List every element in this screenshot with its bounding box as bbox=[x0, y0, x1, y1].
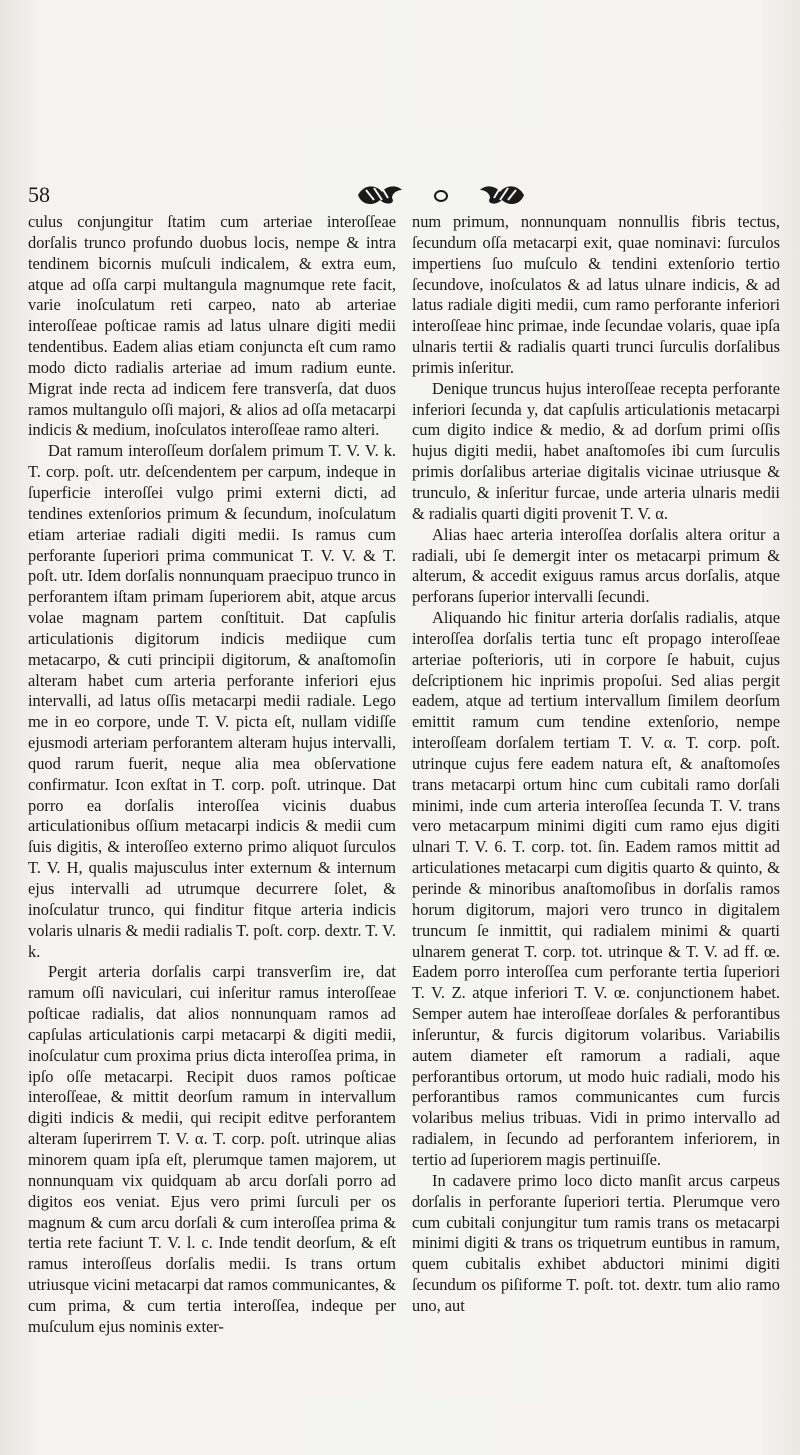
right-paragraph-1: num primum, nonnunquam nonnullis fibris tectus, ſecundum oſſa metacarpi exit, quae nominavi: ſurculos impertiens ſuo muſculo & tendini extenſorio tertio ſecundove, inoſculatos & ad latus ulnare indicis, & ad latus radiale digiti medii, cum ramo perforante inferiori interoſſeae hinc primae, inde ſecundae volaris, quae ipſa ulnaris tertii & radialis quarti trunci ſurculis dorſalibus primis inſeritur. bbox=[412, 212, 780, 377]
right-paragraph-2: Denique truncus hujus interoſſeae recepta perforante inferiori ſecunda y, dat capſulis articulationis metacarpi cum digito indice & medio, & ad dorſum primi oſſis hujus digiti medii, habet anaſtomoſes ibi cum ſurculis primis dorſalibus arteriae digitalis vicinae utriusque & trunculo, & inſeritur furcae, unde arteria ulnaris medii & radialis quarti digiti provenit T. V. α. bbox=[412, 378, 780, 523]
page-header bbox=[28, 178, 778, 212]
header-ornament-icon bbox=[346, 178, 536, 212]
text-columns bbox=[28, 212, 780, 1442]
right-column bbox=[412, 212, 780, 1317]
left-paragraph-3: Pergit arteria dorſalis carpi transverſim ire, dat ramum oſſi naviculari, cui inſeritur ramus interoſſeae poſticae radialis, dat alios nonnunquam ramos ad capſulas articulationis carpi metacarpi & digiti medii, inoſculatur cum proxima prius dicta interoſſea prima, in ipſo oſſe metacarpi. Recipit duos ramos poſticae interoſſeae, & mittit deorſum ramum in intervallum digiti indicis & medii, qui recipit editve perforantem alteram ſuperirrem T. V. α. T. corp. poſt. utrinque alias minorem quam ipſa eſt, plerumque tamen majorem, ut nonnunquam vix quidquam ab arcu dorſali porro ad digitos eos veniat. Ejus vero primi ſurculi per os magnum & cum arcu dorſali & cum interoſſea prima & tertia rete faciunt T. V. l. c. Inde tendit deorſum, & eſt ramus interoſſeus dorſalis medii. Is trans ortum utriusque vicini metacarpi dat ramos communicantes, & cum prima, & cum tertia interoſſea, indeque per muſculum ejus nominis exter- bbox=[28, 962, 396, 1336]
left-paragraph-2: Dat ramum interoſſeum dorſalem primum T. V. V. k. T. corp. poſt. utr. deſcendentem per carpum, indeque in ſuperficie interoſſei vulgo primi externi dicti, ad tendines extenſorios primum & ſecundum, inoſculatum etiam arteriae radiali digiti medii. Is ramus cum perforante ſuperiori prima communicat T. V. V. & T. poſt. utr. Idem dorſalis nonnunquam praecipuo trunco in perforantem iſtam primam ſuperiorem abit, atque arcus volae magnam partem conſtituit. Dat capſulis articulationis digitorum indicis mediique cum metacarpo, & cuti principii digitorum, & anaſtomoſin alteram habet cum arteria perforante inferiori ejus intervalli, ad latus oſſis metacarpi medii radiale. Lego me in eo corpore, unde T. V. picta eſt, nullam vidiſſe ejusmodi arteriam perforantem alteram hujus intervalli, quod rarum fuerit, neque alia mea obſervatione confirmatur. Icon exſtat in T. corp. poſt. utrinque. Dat porro ea dorſalis interoſſea vicinis duabus articulationibus oſſium metacarpi indicis & medii cum ſuis digitis, & interoſſeo externo primo aliquot ſurculos T. V. H, qualis majusculus inter externum & internum ejus intervalli ad utrumque decurrere ſolet, & inoſculatur trunco, qui finditur fitque arteria indicis volaris ulnaris & medii radialis T. poſt. corp. dextr. T. V. k. bbox=[28, 441, 396, 961]
right-paragraph-3: Alias haec arteria interoſſea dorſalis altera oritur a radiali, ubi ſe demergit inter os metacarpi primum & alterum, & accedit exiguus ramus arcus dorſalis, atque perforans ſuperior intervalli ſecundi. bbox=[412, 524, 780, 607]
right-paragraph-5: In cadavere primo loco dicto manſit arcus carpeus dorſalis in perforante ſuperiori tertia. Plerumque vero cum cubitali conjungitur tum ramis trans os metacarpi minimi digiti & trans os triquetrum euntibus in ramum, quem cubitalis exhibet abductori minimi digiti ſecundum os piſiforme T. poſt. tot. dextr. tum alio ramo uno, aut bbox=[412, 1170, 780, 1315]
page-number: 58 bbox=[28, 182, 50, 207]
left-column bbox=[28, 212, 396, 1338]
left-paragraph-1: culus conjungitur ſtatim cum arteriae interoſſeae dorſalis trunco profundo duobus locis, nempe & intra tendinem bicornis muſculi indicalem, & extra eum, atque ad oſſa carpi multangula magnumque rete facit, varie inoſculatum reti carpeo, nato ab arteriae interoſſeae poſticae ramis ad latus ulnare digiti medii tendentibus. Eadem alias etiam conjuncta eſt cum ramo modo dicto radialis arteriae ad imum radium eunte. Migrat inde recta ad indicem fere transverſa, dat duos ramos multangulo oſſi majori, & alios ad oſſa metacarpi indicis & medium, inoſculatos interoſſeae ramo alteri. bbox=[28, 212, 396, 440]
right-paragraph-4: Aliquando hic finitur arteria dorſalis radialis, atque interoſſea dorſalis tertia tunc eſt propago interoſſeae arteriae poſterioris, uti in corpore ſe habuit, cujus deſcriptionem hic inprimis propoſui. Sed alias pergit eadem, atque ad tertium intervallum ſimilem deorſum emittit ramum cum tendine extenſorio, nempe interoſſeam dorſalem tertiam T. V. α. T. corp. poſt. utrinque cujus fere eadem natura eſt, & anaſtomoſes trans metacarpi ortum hinc cum cubitali ramo dorſali minimi, inde cum arteria interoſſea ſecunda T. V. trans vero metacarpum minimi digiti cum ramo ejus digiti ulnari T. V. 6. T. corp. tot. ſin. Eadem ramos mittit ad articulationes metacarpi cum digitis quarto & quinto, & perinde & minoribus anaſtomoſibus in dorſalis ramos horum digitorum, majori vero trunco in digitalem truncum ſe inmittit, qui radialem minimi & quarti ulnarem generat T. corp. tot. utrinque & T. V. ad ff. œ. Eadem porro interoſſea cum perforante tertia ſuperiori T. V. Z. atque inferiori T. V. œ. conjunctionem habet. Semper autem hae interoſſeae dorſales & perforantibus inſeruntur, & furcis digitorum volaribus. Variabilis autem diameter eſt ramorum a radiali, aque perforantibus ortorum, ut modo huic radiali, modo his perforantibus ramos communicantes cum furcis volaribus melius tribuas. Vidi in primo intervallo ad radialem, in ſecundo ad perforantem inferiorem, in tertio ad ſuperiorem magis pertinuiſſe. bbox=[412, 608, 780, 1169]
